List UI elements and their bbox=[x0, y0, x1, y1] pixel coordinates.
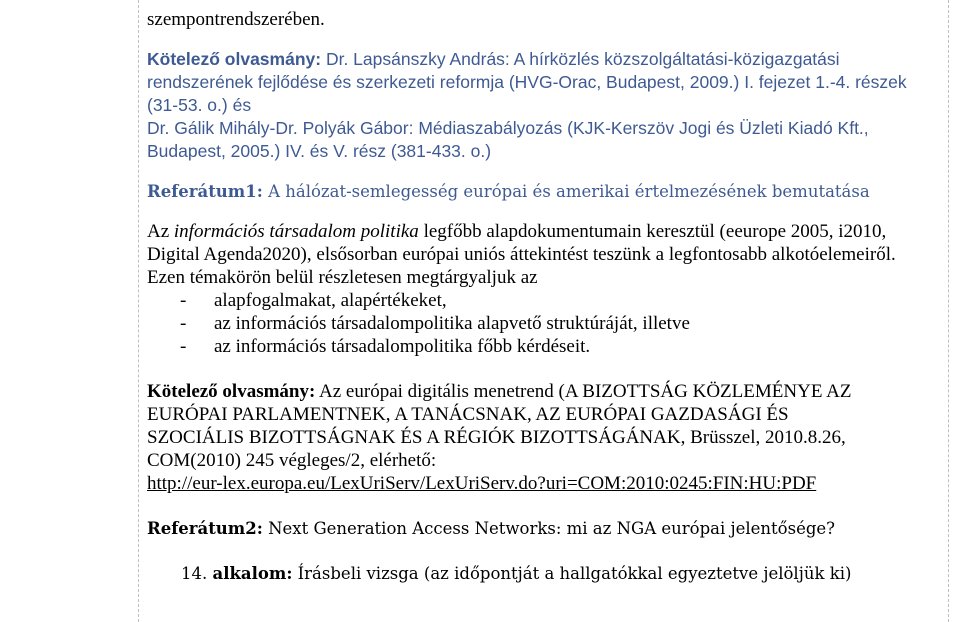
document-body bbox=[147, 8, 947, 585]
reading2-line4: COM(2010) 245 végleges/2, elérhető: bbox=[147, 450, 437, 471]
para-line3: Ezen témakörön belül részletesen megtárgyaljuk az bbox=[147, 267, 538, 288]
para-line2: Digital Agenda2020), elsősorban európai uniós áttekintést teszünk a legfontosabb alkotóelemeiről. bbox=[147, 244, 896, 265]
referat2-text: Next Generation Access Networks: mi az NGA európai jelentősége? bbox=[262, 519, 836, 538]
lesson14-line bbox=[147, 562, 947, 585]
dash-bullet: - bbox=[180, 313, 187, 334]
dash-bullet: - bbox=[180, 336, 187, 357]
reading1-label: Kötelező olvasmány: bbox=[147, 49, 322, 69]
para-text: legfőbb alapdokumentumain keresztül (eeurope 2005, i2010, bbox=[418, 221, 887, 242]
para-text: Az bbox=[147, 221, 174, 242]
referat1-line bbox=[147, 180, 947, 203]
text-line: szempontrendszerében. bbox=[147, 9, 325, 30]
para-italic-term: információs társadalom politika bbox=[173, 221, 419, 242]
reading1-line2: rendszerének fejlődése és szerkezeti reformja (HVG-Orac, Budapest, 2009.) I. fejezet 1.-4. részek bbox=[147, 72, 907, 92]
list-item-text: az információs társadalompolitika főbb kérdéseit. bbox=[214, 336, 591, 357]
reading2-line2: EURÓPAI PARLAMENTNEK, A TANÁCSNAK, AZ EURÓPAI GAZDASÁGI ÉS bbox=[147, 404, 789, 425]
list-item bbox=[147, 289, 947, 312]
reading1-line5: Budapest, 2005.) IV. és V. rész (381-433. o.) bbox=[147, 141, 492, 161]
lesson14-number: 14. bbox=[181, 564, 208, 583]
reading1-line4: Dr. Gálik Mihály-Dr. Polyák Gábor: Médiaszabályozás (KJK-Kerszöv Jogi és Üzleti Kiadó Kft., bbox=[147, 118, 869, 138]
reading2-link-line bbox=[147, 472, 947, 495]
reading1-line1 bbox=[147, 48, 947, 71]
list-item-text: alapfogalmakat, alapértékeket, bbox=[214, 290, 447, 311]
reading2-label: Kötelező olvasmány: bbox=[147, 381, 316, 402]
eur-lex-link[interactable]: http://eur-lex.europa.eu/LexUriServ/LexUriServ.do?uri=COM:2010:0245:FIN:HU:PDF bbox=[147, 473, 817, 494]
page-margin-right bbox=[948, 0, 949, 622]
para-line1 bbox=[147, 220, 947, 243]
page-margin-left bbox=[138, 0, 139, 622]
list-item bbox=[147, 335, 947, 358]
referat2-label: Referátum2: bbox=[147, 519, 263, 538]
list-item bbox=[147, 312, 947, 335]
reading2-text-1: Az európai digitális menetrend (A BIZOTTSÁG KÖZLEMÉNYE AZ bbox=[315, 381, 852, 402]
referat2-line bbox=[147, 517, 947, 540]
lesson14-label: alkalom: bbox=[212, 564, 293, 583]
dash-bullet: - bbox=[180, 290, 187, 311]
reading1-text-1: Dr. Lapsánszky András: A hírközlés közszolgáltatási-közigazgatási bbox=[321, 49, 840, 69]
referat1-text: A hálózat-semlegesség európai és amerikai értelmezésének bemutatása bbox=[262, 182, 870, 201]
list-item-text: az információs társadalompolitika alapvető struktúráját, illetve bbox=[214, 313, 690, 334]
referat1-label: Referátum1: bbox=[147, 182, 263, 201]
reading1-line3: (31-53. o.) és bbox=[147, 95, 252, 115]
reading2-line3: SZOCIÁLIS BIZOTTSÁGNAK ÉS A RÉGIÓK BIZOTTSÁGÁNAK, Brüsszel, 2010.8.26, bbox=[147, 427, 846, 448]
reading2-line1 bbox=[147, 380, 947, 403]
lesson14-text: Írásbeli vizsga (az időpontját a hallgatókkal egyeztetve jelöljük ki) bbox=[292, 564, 852, 583]
